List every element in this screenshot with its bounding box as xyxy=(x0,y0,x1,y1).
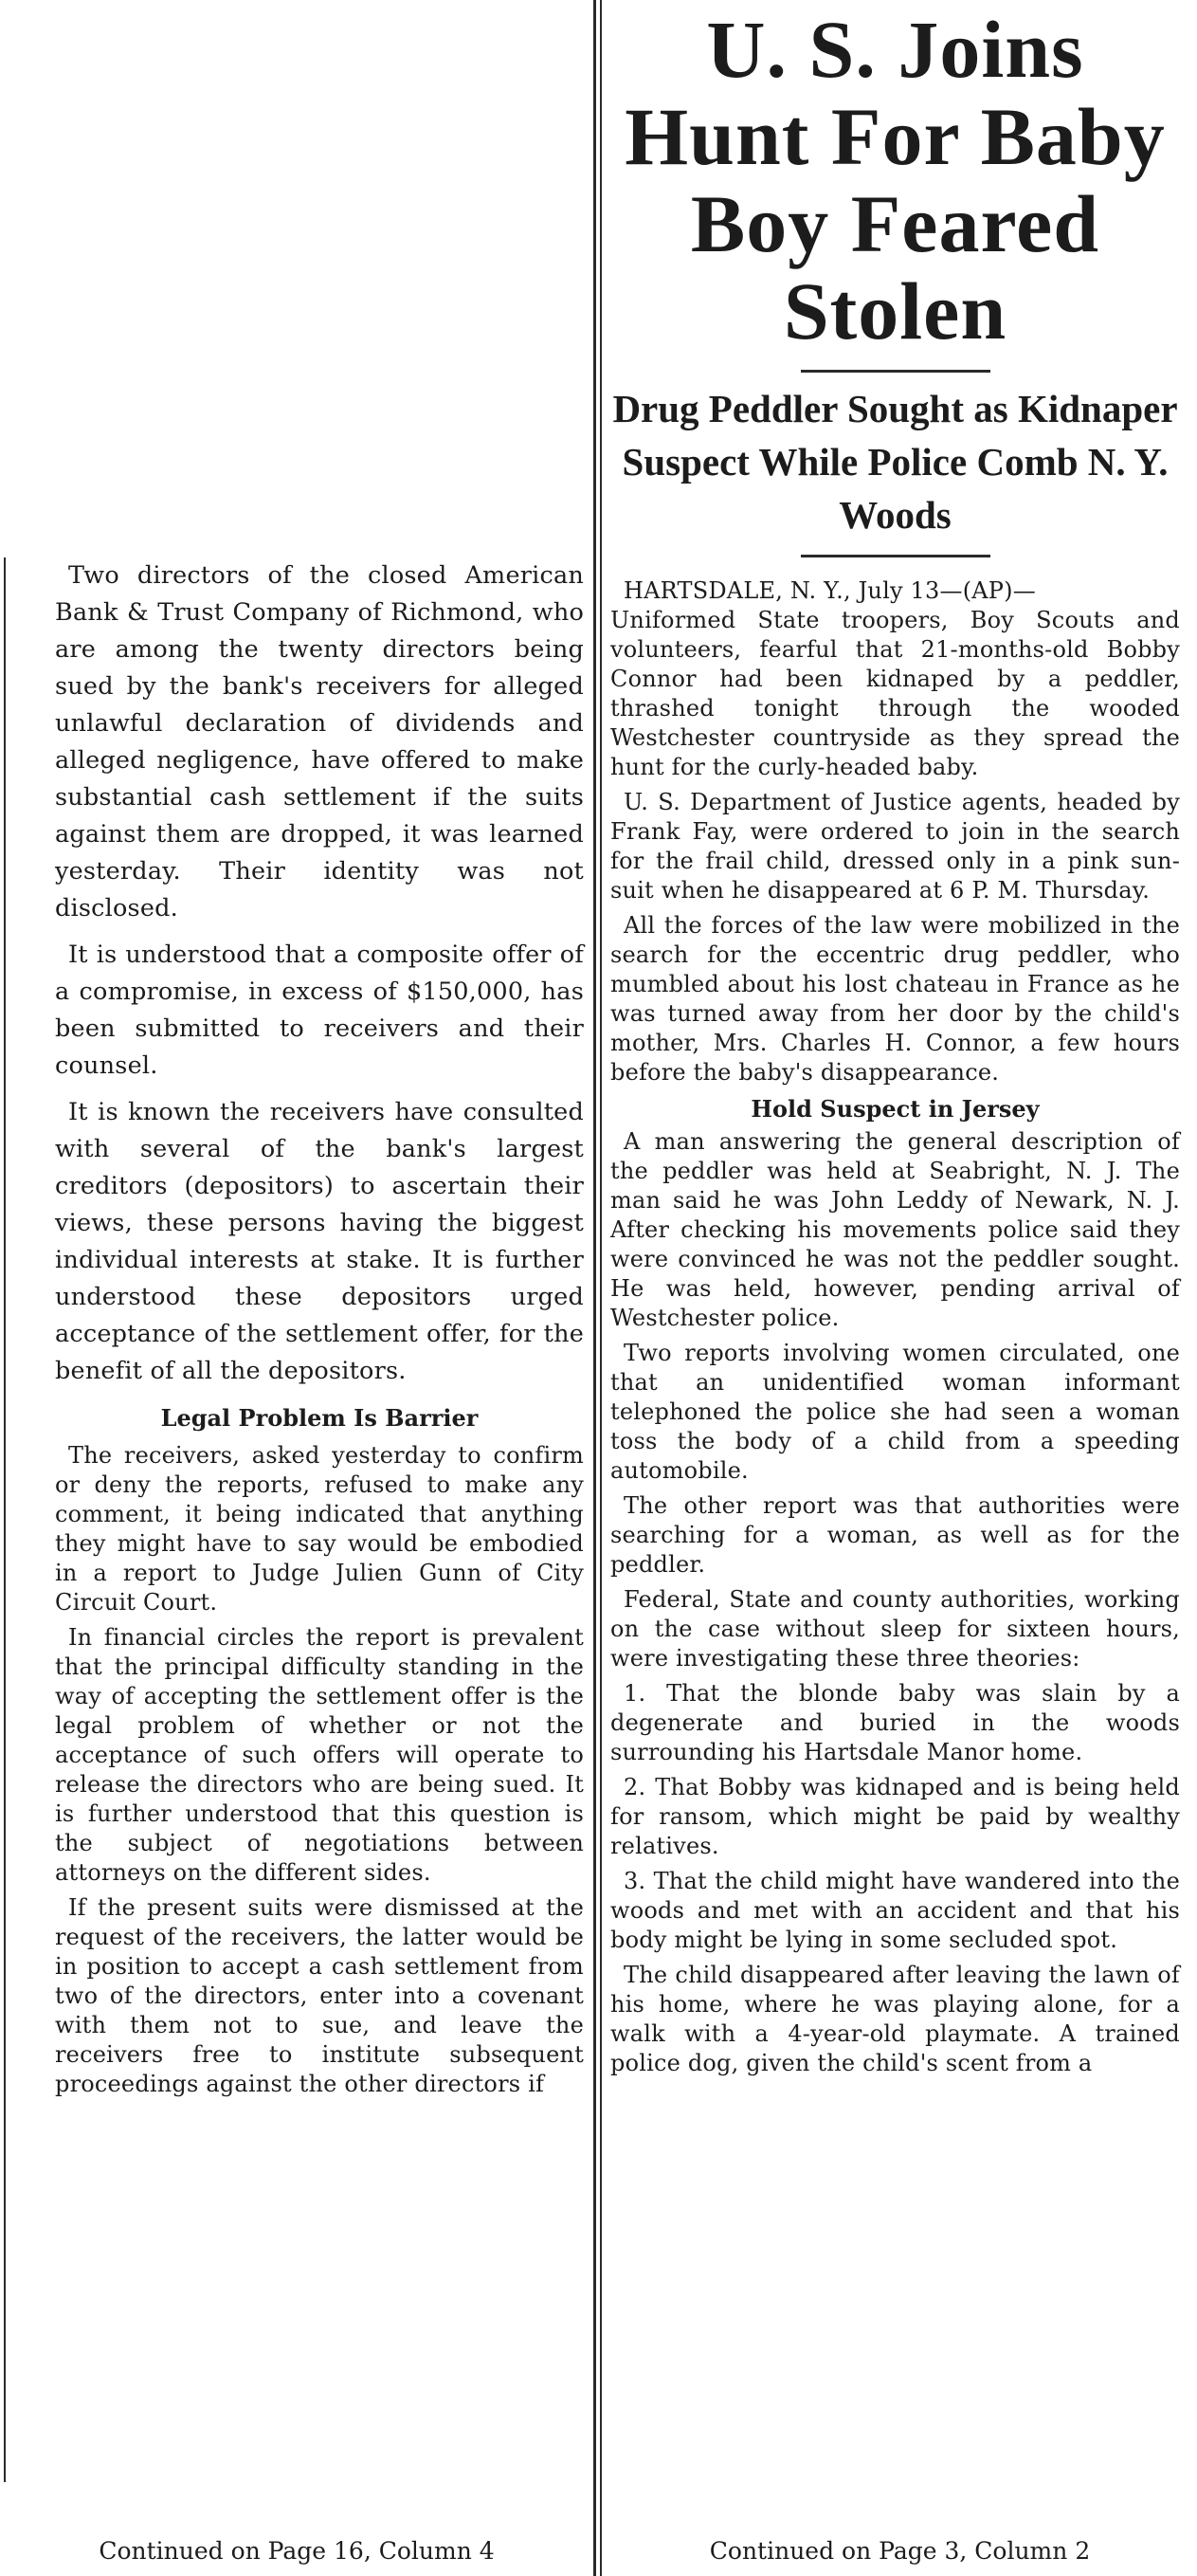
left-subhead: Legal Problem Is Barrier xyxy=(160,1404,479,1432)
left-paragraph-3: It is known the receivers have consulted with several of the bank's largest creditors (depositors) to ascertain their views, these persons having the biggest individual interests at stake. It is further understood these depositors urged acceptance of the settlement offer, for the benefit of all the depositors. xyxy=(55,1098,584,1385)
right-paragraph-9: 2. That Bobby was kidnaped and is being held for ransom, which might be paid by wealthy relatives. xyxy=(610,1774,1180,1859)
headline: U. S. Joins Hunt For Baby Boy Feared Stolen xyxy=(625,4,1166,356)
right-paragraph-8: 1. That the blonde baby was slain by a degenerate and buried in the woods surrounding his Hartsdale Manor home. xyxy=(610,1680,1180,1765)
headline-rule xyxy=(801,370,990,373)
column-divider-center xyxy=(593,0,596,2576)
deck-rule xyxy=(801,555,990,557)
left-paragraph-1: Two directors of the closed American Bank & Trust Company of Richmond, who are among the twenty directors being sued by the bank's receivers for alleged unlawful declaration of dividends and alleged negligence, have offered to make substantial cash settlement if the suits against them are dropped, it was learned yesterday. Their identity was not disclosed. xyxy=(55,561,584,923)
right-paragraph-7: Federal, State and county authorities, working on the case without sleep for sixteen hours, were investigating these three theories: xyxy=(610,1586,1180,1672)
left-article xyxy=(0,557,593,2473)
right-paragraph-3: All the forces of the law were mobilized in the search for the eccentric drug peddler, who mumbled about his lost chateau in France as he was turned away from her door by the child's mother, Mrs. Charles H. Connor, a few hours before the baby's disappearance. xyxy=(610,912,1180,1086)
left-paragraph-2: It is understood that a composite offer of a compromise, in excess of $150,000, has been submitted to receivers and their counsel. xyxy=(55,941,584,1080)
left-continued-wrapper xyxy=(0,2501,593,2572)
left-continued-line: Continued on Page 16, Column 4 xyxy=(99,2537,495,2565)
left-paragraph-6: If the present suits were dismissed at the request of the receivers, the latter would be in position to accept a cash settlement from two of the directors, enter into a covenant with them not to sue, and leave the receivers free to institute subsequent proceedings against the other directors if xyxy=(55,1894,584,2097)
right-paragraph-6: The other report was that authorities were searching for a woman, as well as for the peddler. xyxy=(610,1492,1180,1578)
deck-headline: Drug Peddler Sought as Kidnaper Suspect While Police Comb N. Y. Woods xyxy=(612,387,1178,537)
left-lower-block xyxy=(55,1441,584,2099)
right-paragraph-11: The child disappeared after leaving the lawn of his home, where he was playing alone, for a walk with a 4-year-old playmate. A trained police dog, given the child's scent from a xyxy=(610,1962,1180,2076)
right-paragraph-4: A man answering the general description of the peddler was held at Seabright, N. J. The man said he was John Leddy of Newark, N. J. After checking his movements police said they were convinced he was not the peddler sought. He was held, however, pending arrival of Westchester police. xyxy=(610,1128,1180,1331)
left-paragraph-4: The receivers, asked yesterday to confirm or deny the reports, refused to make any comment, it being indicated that anything they might have to say would be embodied in a report to Judge Julien Gunn of City Circuit Court. xyxy=(55,1442,584,1616)
right-continued-wrapper xyxy=(603,2501,1197,2572)
left-paragraph-5: In financial circles the report is prevalent that the principal difficulty standing in the way of accepting the settlement offer is the legal problem of whether or not the acceptance of such offers will operate to release the directors who are being sued. It is further understood that this question is the subject of negotiations between attorneys on the different sides. xyxy=(55,1624,584,1886)
right-paragraph-5: Two reports involving women circulated, one that an unidentified woman informant telephoned the police she had seen a woman toss the body of a child from a speeding automobile. xyxy=(610,1340,1180,1484)
right-paragraph-1: Uniformed State troopers, Boy Scouts and volunteers, fearful that 21-months-old Bobby Connor had been kidnaped by a peddler, thrashed tonight through the wooded Westchester countryside as they spread the hunt for the curly-headed baby. xyxy=(610,607,1180,780)
right-continued-line: Continued on Page 3, Column 2 xyxy=(709,2537,1091,2565)
right-paragraph-10: 3. That the child might have wandered into the woods and met with an accident and that his body might be lying in some secluded spot. xyxy=(610,1868,1180,1953)
right-paragraph-2: U. S. Department of Justice agents, headed by Frank Fay, were ordered to join in the search for the frail child, dressed only in a pink sun-suit when he disappeared at 6 P. M. Thursday. xyxy=(610,789,1180,904)
right-subhead: Hold Suspect in Jersey xyxy=(751,1095,1040,1123)
right-article xyxy=(603,0,1197,2473)
column-divider-center-inner xyxy=(600,0,602,2576)
dateline: HARTSDALE, N. Y., July 13—(AP)— xyxy=(624,577,1036,604)
right-body xyxy=(610,576,1180,2078)
